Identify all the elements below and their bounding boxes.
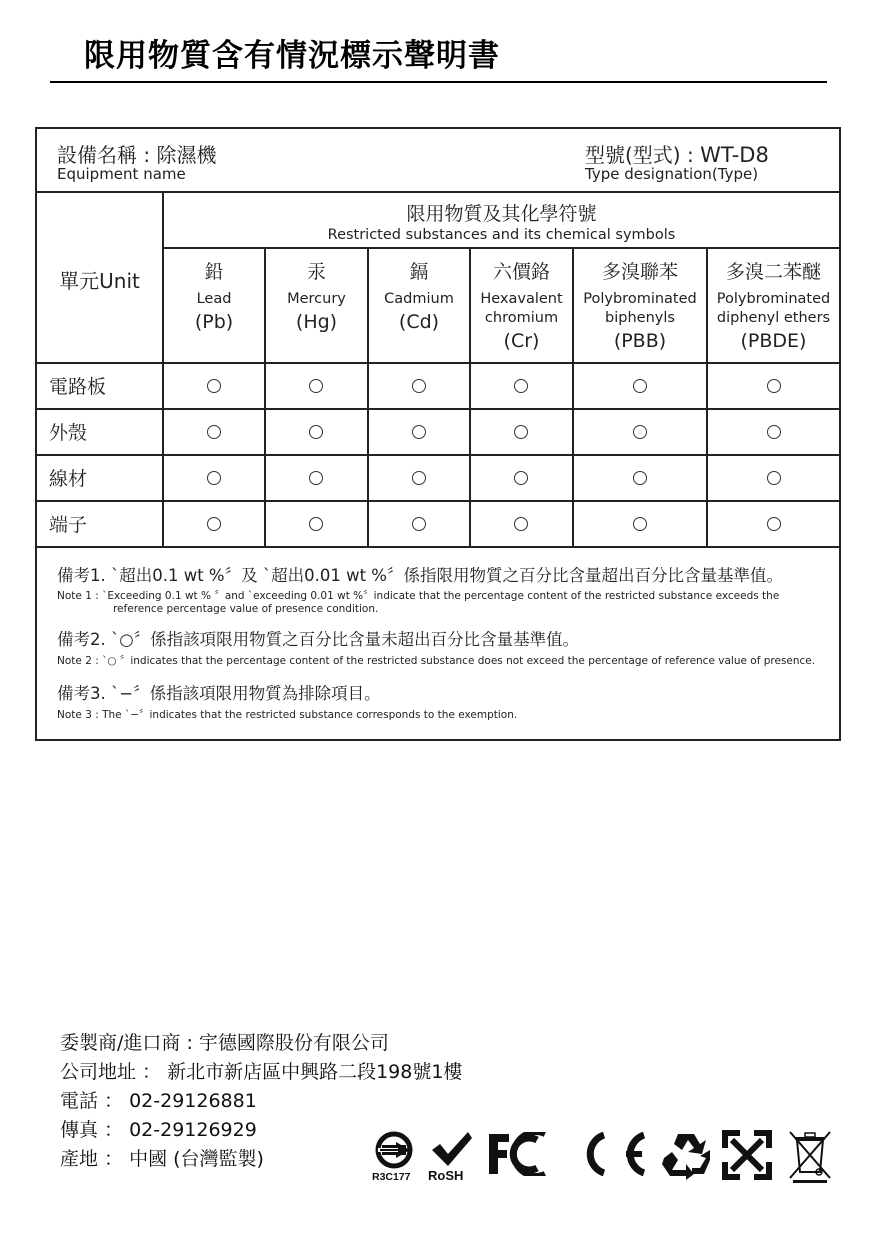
- rohs-check-icon: [430, 1130, 474, 1168]
- substance-symbol: (Cr): [503, 329, 540, 352]
- column-header-hexavalent-chromium: [471, 261, 572, 353]
- row-unit-label: 線材: [49, 468, 88, 490]
- not-exceeding-mark: [309, 471, 323, 485]
- substance-name-en: Cadmium: [384, 290, 454, 307]
- type-designation-label-en: Type designation(Type): [585, 165, 759, 183]
- not-exceeding-mark: [514, 517, 528, 531]
- not-exceeding-mark: [309, 517, 323, 531]
- substances-group-header-en: Restricted substances and its chemical symbols: [327, 227, 676, 243]
- battery-recycle-icon: [722, 1130, 772, 1180]
- type-designation: [585, 139, 769, 168]
- substance-name-en-line2: chromium: [484, 309, 559, 326]
- substance-name-zh: 多溴聯苯: [601, 261, 678, 283]
- ce-icon: [576, 1132, 648, 1176]
- document-title: 限用物質含有情況標示聲明書: [84, 38, 500, 74]
- column-header-pbb: [574, 261, 706, 353]
- equipment-name-label: 設備名稱 : 除濕機: [57, 143, 217, 167]
- substance-symbol: (Cd): [398, 310, 440, 333]
- weee-bin-icon: [787, 1128, 833, 1184]
- not-exceeding-mark: [633, 425, 647, 439]
- not-exceeding-mark: [767, 379, 781, 393]
- substances-group-header-zh: 限用物質及其化學符號: [406, 203, 597, 225]
- restricted-substances-table: [35, 127, 841, 741]
- not-exceeding-mark: [412, 471, 426, 485]
- not-exceeding-mark: [412, 517, 426, 531]
- divider: [37, 454, 839, 456]
- not-exceeding-mark: [309, 379, 323, 393]
- not-exceeding-mark: [412, 379, 426, 393]
- not-exceeding-mark: [633, 471, 647, 485]
- origin-info: 產地 ： 中國 (台灣監製): [60, 1148, 264, 1170]
- fcc-icon: [487, 1132, 559, 1176]
- not-exceeding-mark: [514, 471, 528, 485]
- not-exceeding-mark: [412, 425, 426, 439]
- column-header-mercury: [266, 261, 367, 334]
- row-unit-label: 外殼: [49, 422, 88, 444]
- substance-symbol: (PBDE): [740, 329, 807, 352]
- bsmi-code: R3C177: [372, 1171, 411, 1183]
- substance-name-en: Lead: [196, 290, 232, 307]
- divider: [37, 191, 839, 193]
- divider: [37, 546, 839, 548]
- not-exceeding-mark: [514, 379, 528, 393]
- type-designation-label: 型號(型式) :: [585, 143, 701, 167]
- bsmi-icon: [374, 1130, 414, 1170]
- fax-number: 傳真 ： 02-29126929: [60, 1119, 257, 1141]
- column-header-pbde: [708, 261, 839, 353]
- note-3-en: Note 3 : The ˋ−〞indicates that the restricted substance corresponds to the exemption.: [57, 709, 518, 721]
- divider: [162, 191, 164, 548]
- not-exceeding-mark: [207, 517, 221, 531]
- column-header-cadmium: [369, 261, 469, 334]
- phone-number: 電話 ： 02-29126881: [60, 1090, 257, 1112]
- substance-name-zh: 汞: [306, 261, 326, 283]
- substance-name-en: Polybrominated: [716, 290, 831, 307]
- not-exceeding-mark: [767, 471, 781, 485]
- substance-name-zh: 鎘: [409, 261, 429, 283]
- substance-name-en-line2: biphenyls: [605, 309, 675, 326]
- substance-name-en: Hexavalent: [480, 290, 563, 307]
- substance-symbol: (Hg): [295, 310, 338, 333]
- note-1-en: Note 1 : ˋExceeding 0.1 wt % 〞and ˋexceeding 0.01 wt %〞indicate that the percentage content of the restricted substance exceeds the: [57, 590, 780, 602]
- not-exceeding-mark: [207, 471, 221, 485]
- divider: [37, 408, 839, 410]
- divider: [37, 500, 839, 502]
- substance-symbol: (PBB): [613, 329, 667, 352]
- note-2-en: Note 2 : ˋ○ 〞indicates that the percentage content of the restricted substance does not exceed the percentage of reference value of presence.: [57, 655, 816, 667]
- substances-group-header: [164, 199, 839, 243]
- manufacturer-info: 委製商/進口商 : 宇德國際股份有限公司: [60, 1032, 389, 1054]
- substance-name-zh: 鉛: [204, 261, 224, 283]
- substance-symbol: (Pb): [194, 310, 234, 333]
- not-exceeding-mark: [633, 379, 647, 393]
- substance-name-zh: 六價鉻: [492, 261, 550, 283]
- company-address: 公司地址 ： 新北市新店區中興路二段198號1樓: [60, 1061, 463, 1083]
- substance-name-zh: 多溴二苯醚: [725, 261, 821, 283]
- not-exceeding-mark: [767, 425, 781, 439]
- not-exceeding-mark: [514, 425, 528, 439]
- note-1-zh: 備考1. ˋ超出0.1 wt %〞及 ˋ超出0.01 wt %〞係指限用物質之百分比含量超出百分比含量基準值。: [57, 566, 783, 585]
- note-3-zh: 備考3. ˋ−〞係指該項限用物質為排除項目。: [57, 684, 381, 703]
- not-exceeding-mark: [309, 425, 323, 439]
- not-exceeding-mark: [633, 517, 647, 531]
- row-unit-label: 電路板: [49, 376, 107, 398]
- column-header-lead: [164, 261, 264, 334]
- note-2-zh: 備考2. ˋ○〞係指該項限用物質之百分比含量未超出百分比含量基準值。: [57, 630, 580, 649]
- rohs-label: RoSH: [428, 1168, 464, 1183]
- substance-name-en: Mercury: [287, 290, 346, 307]
- row-unit-label: 端子: [49, 514, 88, 536]
- substance-name-en: Polybrominated: [583, 290, 697, 307]
- unit-header: 單元Unit: [59, 269, 140, 293]
- note-1-en-cont: reference percentage value of presence condition.: [113, 603, 379, 615]
- equipment-name-label-en: Equipment name: [57, 165, 186, 183]
- title-divider: [50, 81, 827, 83]
- substance-name-en-line2: diphenyl ethers: [716, 309, 831, 326]
- not-exceeding-mark: [207, 425, 221, 439]
- certification-logos: [372, 1128, 832, 1188]
- not-exceeding-mark: [207, 379, 221, 393]
- recycle-icon: [660, 1130, 712, 1180]
- not-exceeding-mark: [767, 517, 781, 531]
- type-designation-value: WT-D8: [700, 143, 769, 167]
- divider: [37, 362, 839, 364]
